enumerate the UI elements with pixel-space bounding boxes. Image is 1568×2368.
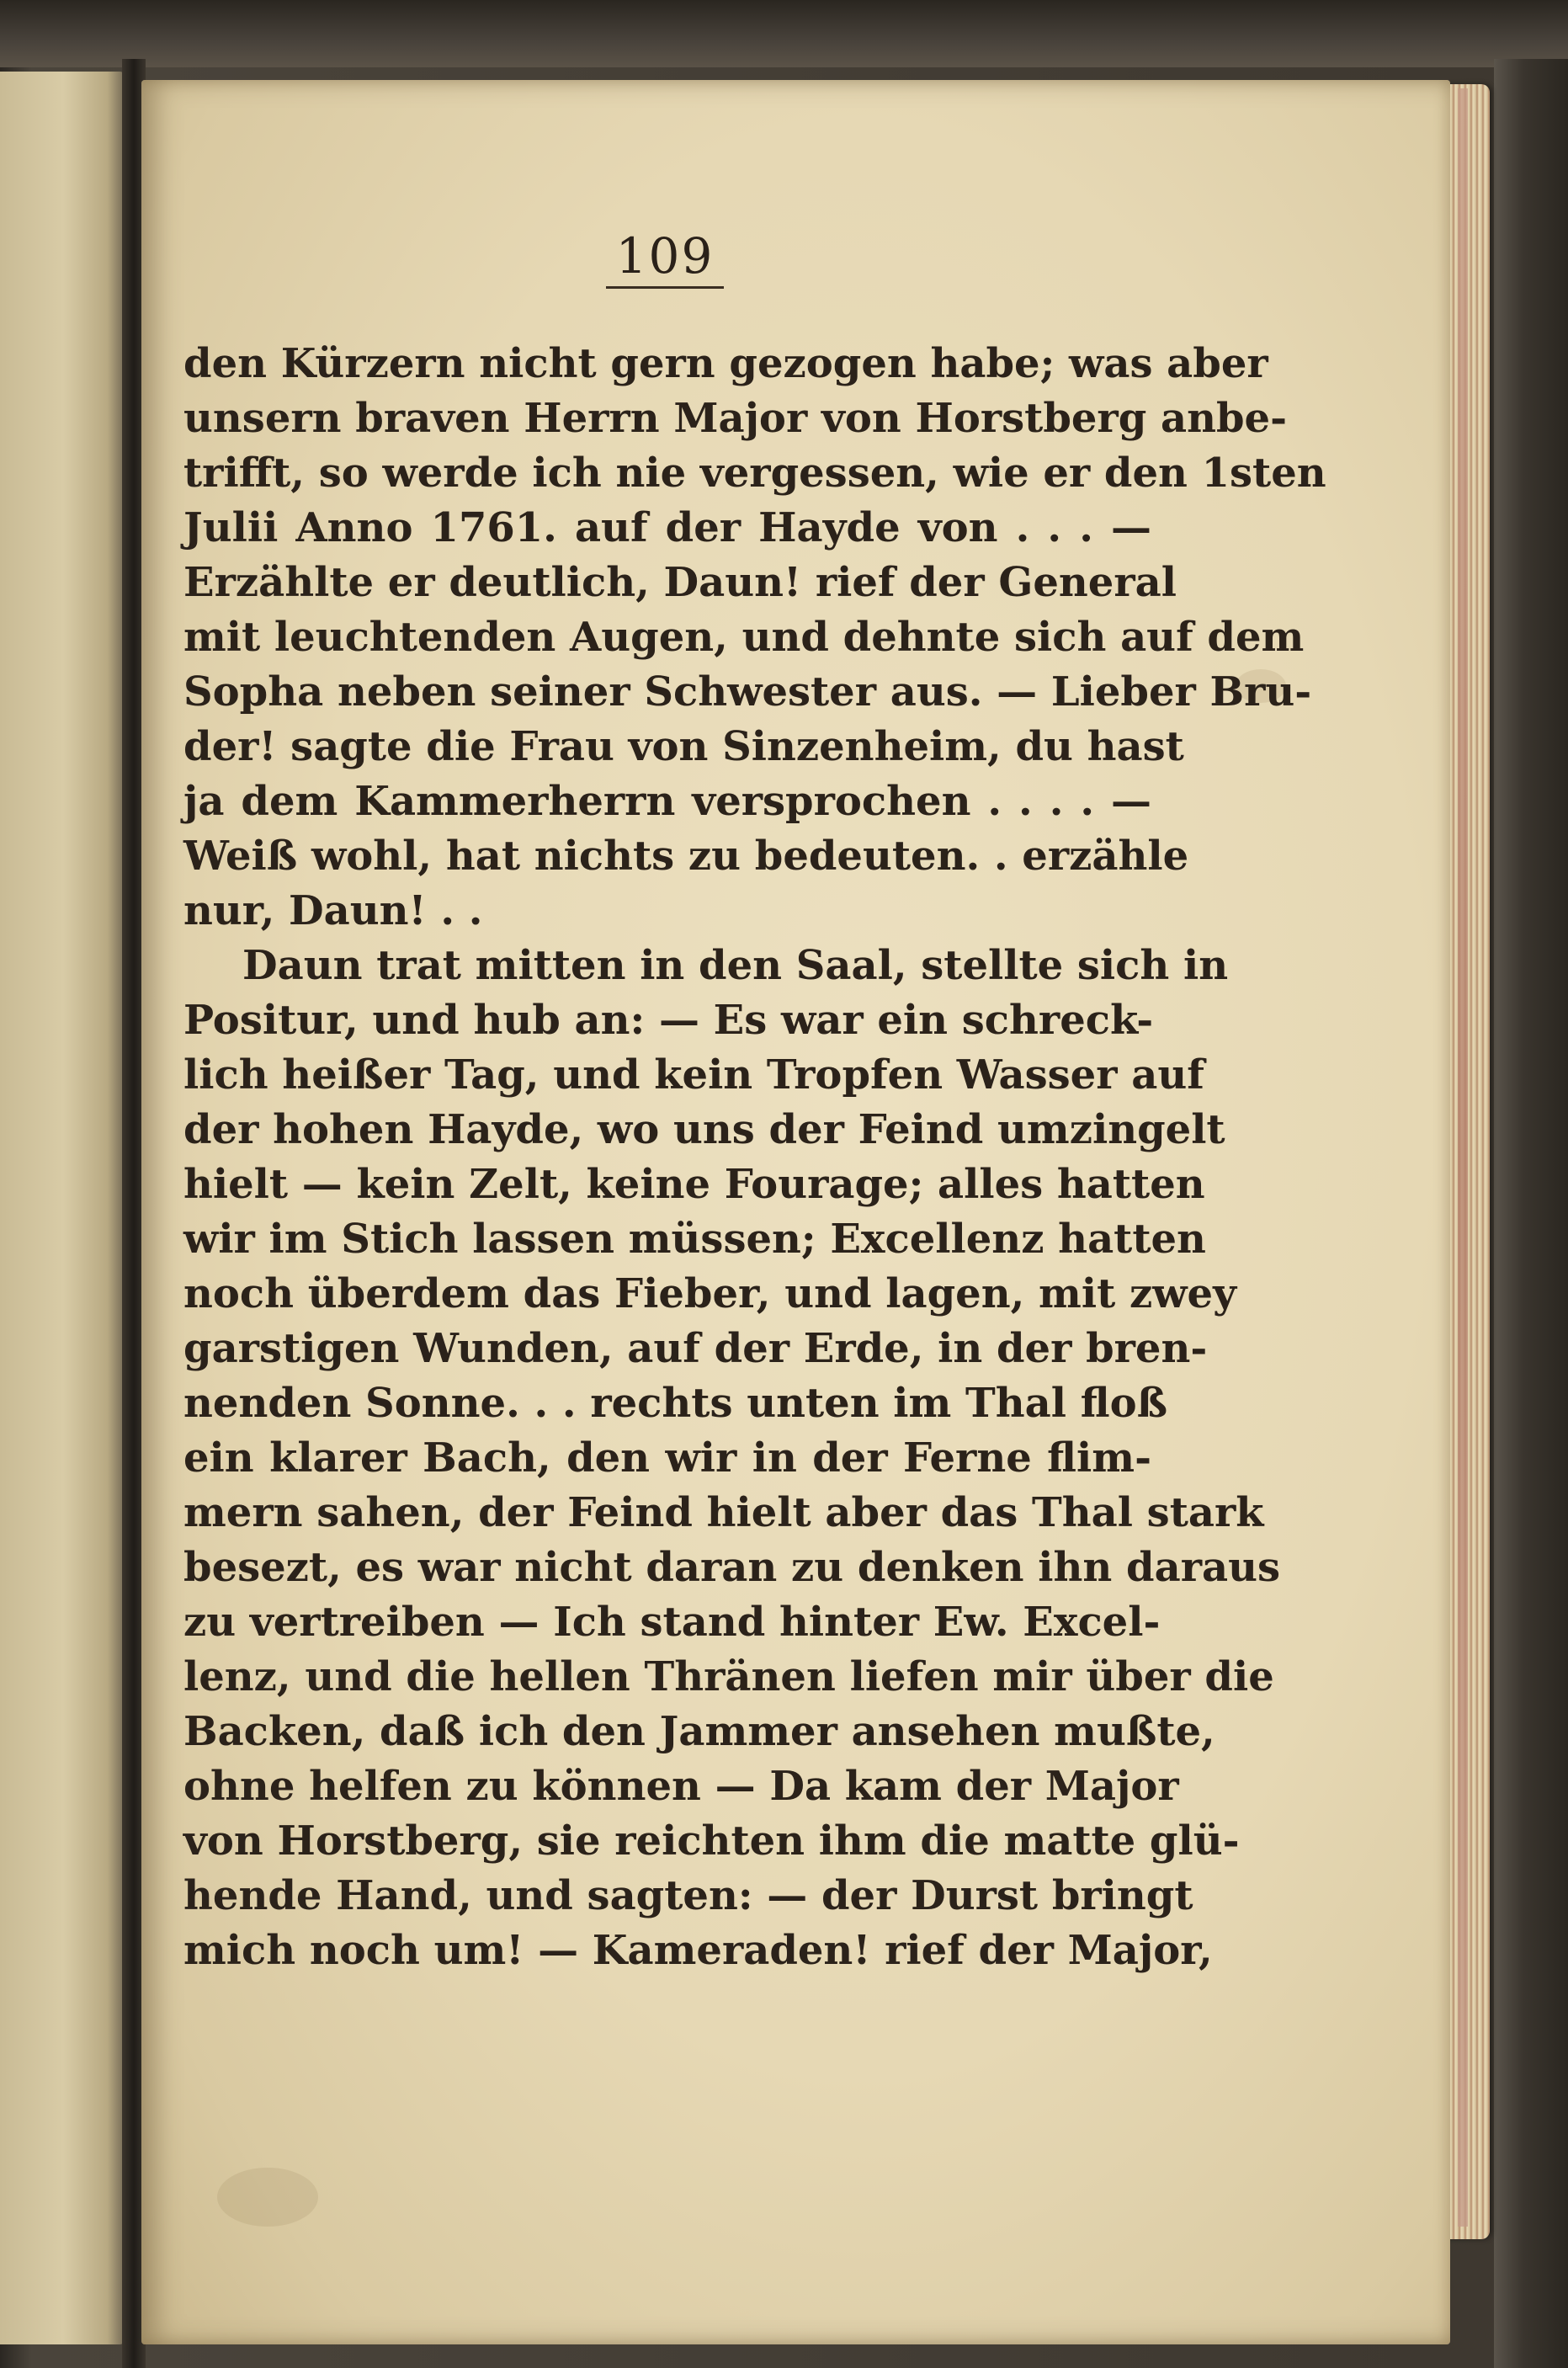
page-number-rule [606,286,724,289]
text-line: garstigen Wunden, auf der Erde, in der bren- [183,1325,1208,1372]
text-line: wir im Stich lassen müssen; Excellenz hatten [183,1216,1206,1263]
text-line: hende Hand, und sagten: — der Durst bringt [183,1872,1193,1919]
red-page-edge [1458,88,1468,2227]
text-line: Weiß wohl, hat nichts zu bedeuten. . erzähle [183,833,1189,880]
text-line: mit leuchtenden Augen, und dehnte sich auf dem [183,614,1305,661]
text-line: Erzählte er deutlich, Daun! rief der General [183,559,1177,606]
text-line: Sopha neben seiner Schwester aus. — Lieber Bru- [183,668,1312,716]
text-line: von Horstberg, sie reichten ihm die matte glü- [183,1817,1240,1865]
book-cover-right [1494,59,1568,2368]
text-line: der hohen Hayde, wo uns der Feind umzingelt [183,1106,1225,1153]
page-stain [217,2168,318,2227]
text-line: nenden Sonne. . . rechts unten im Thal floß [183,1380,1168,1427]
text-line-paragraph-start: Daun trat mitten in den Saal, stellte sich in [242,942,1229,989]
text-line: Julii Anno 1761. auf der Hayde von . . . — [183,504,1151,551]
text-line: hielt — kein Zelt, keine Fourage; alles hatten [183,1161,1205,1208]
text-line: mern sahen, der Feind hielt aber das Thal stark [183,1489,1264,1536]
text-line: noch überdem das Fieber, und lagen, mit zwey [183,1270,1236,1317]
text-line: lich heißer Tag, und kein Tropfen Wasser auf [183,1051,1204,1099]
text-line: besezt, es war nicht daran zu denken ihn daraus [183,1544,1281,1591]
text-line: den Kürzern nicht gern gezogen habe; was aber [183,340,1268,387]
page-number: 109 [615,227,715,285]
text-line: zu vertreiben — Ich stand hinter Ew. Excel- [183,1599,1161,1646]
text-line: ohne helfen zu können — Da kam der Major [183,1763,1179,1810]
text-line: lenz, und die hellen Thränen liefen mir über die [183,1653,1274,1700]
text-line: mich noch um! — Kameraden! rief der Major, [183,1927,1213,1974]
text-line: ja dem Kammerherrn versprochen . . . . — [183,778,1151,825]
book-cover-top [0,0,1568,67]
text-line: nur, Daun! . . [183,887,483,934]
text-line: Positur, und hub an: — Es war ein schreck- [183,997,1154,1044]
text-line: ein klarer Bach, den wir in der Ferne flim- [183,1434,1151,1482]
body-text [183,337,1326,1978]
text-line: trifft, so werde ich nie vergessen, wie er den 1sten [183,450,1326,497]
text-line: unsern braven Herrn Major von Horstberg anbe- [183,395,1287,442]
text-line: der! sagte die Frau von Sinzenheim, du hast [183,723,1184,770]
left-page-edge [0,72,126,2344]
text-line: Backen, daß ich den Jammer ansehen mußte, [183,1708,1215,1755]
